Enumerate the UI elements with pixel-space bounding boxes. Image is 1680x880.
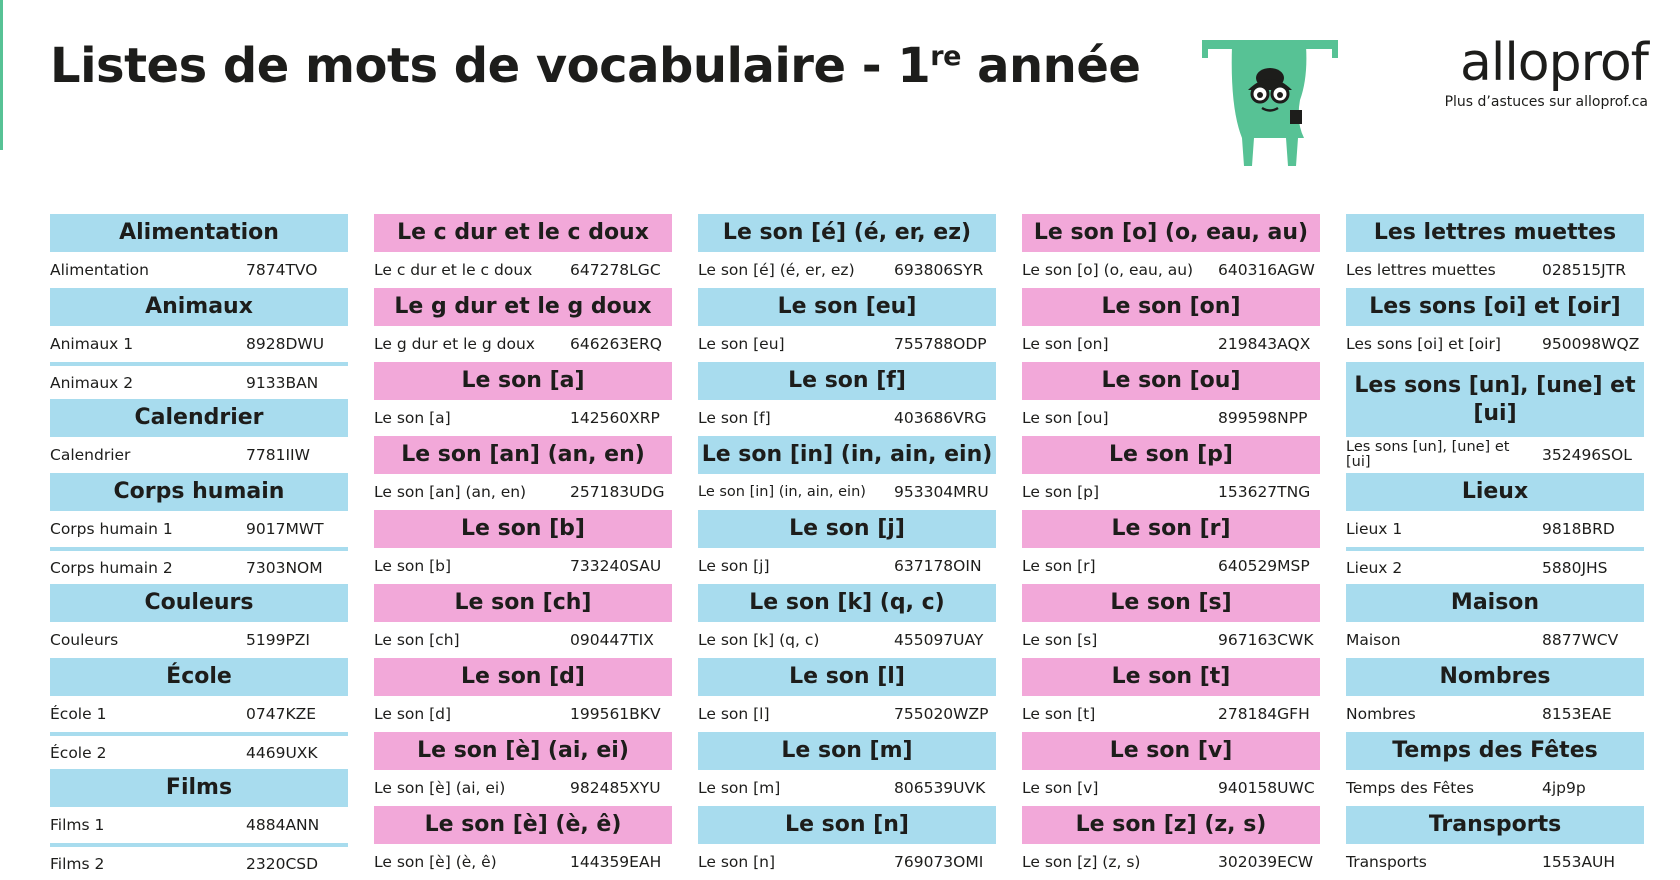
list-code: 7303NOM [246, 558, 323, 577]
list-code: 755788ODP [894, 335, 987, 353]
list-label: Calendrier [50, 446, 131, 464]
list-label: Corps humain 1 [50, 520, 173, 538]
list-label: Le son [è] (ai, ei) [374, 779, 506, 797]
list-label: Le son [ch] [374, 631, 460, 649]
section-header: Temps des Fêtes [1346, 732, 1644, 770]
section-header: Le son [o] (o, eau, au) [1022, 214, 1320, 252]
list-item[interactable] [698, 400, 996, 436]
list-label: Le son [v] [1022, 779, 1099, 797]
list-code: 4469UXK [246, 743, 318, 762]
list-item[interactable] [698, 770, 996, 806]
section-header: Le son [on] [1022, 288, 1320, 326]
list-item[interactable] [1022, 474, 1320, 510]
column-4 [1022, 214, 1320, 880]
list-code: 028515JTR [1542, 261, 1626, 279]
section-header: Le son [r] [1022, 510, 1320, 548]
section-header: Les sons [oi] et [oir] [1346, 288, 1644, 326]
list-item[interactable] [698, 326, 996, 362]
list-item[interactable] [50, 437, 348, 473]
list-item[interactable] [374, 326, 672, 362]
list-code: 647278LGC [570, 261, 661, 279]
list-label: Le son [è] (è, ê) [374, 853, 497, 871]
list-label: Le son [b] [374, 557, 452, 575]
section-header: Le son [j] [698, 510, 996, 548]
list-code: 9818BRD [1542, 520, 1615, 538]
list-code: 640316AGW [1218, 261, 1315, 279]
list-code: 403686VRG [894, 409, 987, 427]
list-item[interactable] [1022, 622, 1320, 658]
section-header: Le son [t] [1022, 658, 1320, 696]
section-header: Couleurs [50, 584, 348, 622]
section-header: Le son [é] (é, er, ez) [698, 214, 996, 252]
list-code: 142560XRP [570, 409, 660, 427]
section-header: Lieux [1346, 473, 1644, 511]
list-code: 967163CWK [1218, 631, 1314, 649]
list-label: Le son [ou] [1022, 409, 1109, 427]
list-item[interactable] [1346, 696, 1644, 732]
list-item[interactable] [1022, 326, 1320, 362]
list-label: Transports [1346, 853, 1427, 871]
column-1 [50, 214, 348, 880]
list-item[interactable] [374, 770, 672, 806]
section-header: Calendrier [50, 399, 348, 437]
list-item[interactable] [1346, 326, 1644, 362]
section-header: École [50, 658, 348, 696]
list-item[interactable] [1346, 437, 1644, 473]
column-5 [1346, 214, 1644, 880]
list-item[interactable] [1022, 400, 1320, 436]
section-header: Le son [è] (è, ê) [374, 806, 672, 844]
list-code: 257183UDG [570, 483, 665, 501]
section-header: Le g dur et le g doux [374, 288, 672, 326]
list-label: Le son [n] [698, 853, 776, 871]
list-label: Maison [1346, 631, 1401, 649]
title-superscript: re [930, 41, 961, 72]
list-label: Le son [r] [1022, 557, 1096, 575]
list-code: 5199PZI [246, 631, 310, 649]
list-label: École 1 [50, 705, 107, 723]
list-label: Temps des Fêtes [1346, 779, 1474, 797]
section-header: Les sons [un], [une] et [ui] [1346, 362, 1644, 437]
list-code: 144359EAH [570, 853, 662, 871]
list-item[interactable] [1346, 770, 1644, 806]
list-code: 940158UWC [1218, 779, 1315, 797]
list-code: 693806SYR [894, 261, 984, 279]
section-header: Transports [1346, 806, 1644, 844]
section-header: Le son [s] [1022, 584, 1320, 622]
list-item[interactable] [50, 843, 348, 880]
logo-wordmark: alloprof [1460, 33, 1648, 93]
list-code: 8877WCV [1542, 631, 1619, 649]
section-header: Le son [d] [374, 658, 672, 696]
list-item[interactable] [50, 622, 348, 658]
list-item[interactable] [50, 732, 348, 769]
list-item[interactable] [1022, 696, 1320, 732]
list-label: Couleurs [50, 631, 119, 649]
list-code: 278184GFH [1218, 705, 1310, 723]
list-label: Le son [on] [1022, 335, 1109, 353]
list-label: Animaux 2 [50, 373, 134, 392]
list-code: 7874TVO [246, 261, 318, 279]
list-code: 637178OIN [894, 557, 982, 575]
section-header: Le son [ch] [374, 584, 672, 622]
list-item[interactable] [50, 547, 348, 584]
list-label: Les sons [un], [une] et [ui] [1346, 439, 1510, 470]
list-label: Lieux 1 [1346, 520, 1403, 538]
list-label: Le son [m] [698, 779, 781, 797]
list-code: 4884ANN [246, 816, 320, 834]
section-header: Le son [f] [698, 362, 996, 400]
list-code: 7781IIW [246, 446, 310, 464]
list-item[interactable] [698, 252, 996, 288]
list-label: Lieux 2 [1346, 558, 1403, 577]
list-label: Le son [f] [698, 409, 771, 427]
list-code: 090447TIX [570, 631, 654, 649]
list-item[interactable] [50, 326, 348, 362]
list-label: Le son [é] (é, er, ez) [698, 261, 855, 279]
list-item[interactable] [374, 474, 672, 510]
list-label: Nombres [1346, 705, 1416, 723]
list-code: 4jp9p [1542, 779, 1586, 797]
list-code: 455097UAY [894, 631, 984, 649]
section-header: Animaux [50, 288, 348, 326]
list-label: École 2 [50, 743, 107, 762]
list-item[interactable] [50, 362, 348, 399]
list-item[interactable] [698, 622, 996, 658]
list-label: Le son [eu] [698, 335, 785, 353]
list-item[interactable] [374, 400, 672, 436]
list-label: Le g dur et le g doux [374, 335, 535, 353]
list-item[interactable] [50, 511, 348, 547]
list-label: Le son [j] [698, 557, 770, 575]
list-code: 0747KZE [246, 705, 317, 723]
list-item[interactable] [374, 252, 672, 288]
list-label: Alimentation [50, 261, 149, 279]
list-item[interactable] [50, 252, 348, 288]
list-label: Le son [p] [1022, 483, 1100, 501]
list-label: Animaux 1 [50, 335, 134, 353]
list-code: 769073OMI [894, 853, 984, 871]
page-header [0, 0, 1680, 190]
list-item[interactable] [698, 548, 996, 584]
list-code: 899598NPP [1218, 409, 1308, 427]
section-header: Le son [m] [698, 732, 996, 770]
list-label: Le son [d] [374, 705, 452, 723]
list-label: Le son [a] [374, 409, 451, 427]
list-label: Le son [t] [1022, 705, 1096, 723]
list-label: Corps humain 2 [50, 558, 173, 577]
list-item[interactable] [1022, 548, 1320, 584]
list-item[interactable] [1346, 844, 1644, 880]
section-header: Alimentation [50, 214, 348, 252]
section-header: Maison [1346, 584, 1644, 622]
section-header: Le son [k] (q, c) [698, 584, 996, 622]
list-label: Films 2 [50, 854, 105, 873]
list-code: 1553AUH [1542, 853, 1616, 871]
list-item[interactable] [1346, 622, 1644, 658]
list-item[interactable] [1346, 511, 1644, 547]
section-header: Le son [a] [374, 362, 672, 400]
list-item[interactable] [50, 807, 348, 843]
list-label: Le son [z] (z, s) [1022, 853, 1141, 871]
title-main: Listes de mots de vocabulaire - 1 [50, 38, 931, 94]
list-item[interactable] [1346, 547, 1644, 584]
section-header: Le son [l] [698, 658, 996, 696]
list-label: Le son [k] (q, c) [698, 631, 820, 649]
list-label: Le son [an] (an, en) [374, 483, 527, 501]
section-header: Le son [è] (ai, ei) [374, 732, 672, 770]
page-title [50, 38, 1140, 94]
alloprof-logo[interactable] [1380, 34, 1648, 110]
list-label: Les lettres muettes [1346, 261, 1496, 279]
list-code: 153627TNG [1218, 483, 1311, 501]
list-label: Le son [in] (in, ain, ein) [698, 483, 866, 500]
list-code: 302039ECW [1218, 853, 1314, 871]
list-label: Les sons [oi] et [oir] [1346, 335, 1501, 353]
list-item[interactable] [698, 474, 996, 510]
section-header: Le son [v] [1022, 732, 1320, 770]
section-header: Le son [an] (an, en) [374, 436, 672, 474]
list-item[interactable] [1022, 770, 1320, 806]
logo-tagline: Plus d’astuces sur alloprof.ca [1444, 94, 1648, 110]
list-label: Le c dur et le c doux [374, 261, 533, 279]
list-code: 733240SAU [570, 557, 662, 575]
mascot-illustration [1200, 38, 1340, 170]
list-code: 352496SOL [1542, 446, 1632, 464]
list-label: Le son [l] [698, 705, 770, 723]
list-code: 953304MRU [894, 483, 989, 501]
list-item[interactable] [374, 696, 672, 732]
column-3 [698, 214, 996, 880]
section-header: Le c dur et le c doux [374, 214, 672, 252]
list-code: 8153EAE [1542, 705, 1612, 723]
section-header: Le son [p] [1022, 436, 1320, 474]
list-code: 982485XYU [570, 779, 661, 797]
section-header: Les lettres muettes [1346, 214, 1644, 252]
list-code: 9133BAN [246, 373, 319, 392]
section-header: Le son [z] (z, s) [1022, 806, 1320, 844]
list-code: 8928DWU [246, 335, 325, 353]
list-code: 646263ERQ [570, 335, 662, 353]
section-header: Nombres [1346, 658, 1644, 696]
list-code: 950098WQZ [1542, 335, 1640, 353]
list-item[interactable] [50, 696, 348, 732]
section-header: Le son [eu] [698, 288, 996, 326]
section-header: Films [50, 769, 348, 807]
column-2 [374, 214, 672, 880]
title-end: année [960, 38, 1141, 94]
section-header: Le son [ou] [1022, 362, 1320, 400]
list-label: Le son [o] (o, eau, au) [1022, 261, 1194, 279]
list-code: 806539UVK [894, 779, 986, 797]
list-item[interactable] [374, 844, 672, 880]
list-item[interactable] [1022, 844, 1320, 880]
list-code: 9017MWT [246, 520, 324, 538]
list-label: Films 1 [50, 816, 105, 834]
list-code: 199561BKV [570, 705, 661, 723]
list-item[interactable] [1346, 252, 1644, 288]
list-code: 640529MSP [1218, 557, 1310, 575]
list-code: 755020WZP [894, 705, 989, 723]
list-code: 219843AQX [1218, 335, 1311, 353]
list-item[interactable] [374, 548, 672, 584]
list-code: 5880JHS [1542, 558, 1608, 577]
list-item[interactable] [698, 844, 996, 880]
list-code: 2320CSD [246, 854, 319, 873]
section-header: Le son [in] (in, ain, ein) [698, 436, 996, 474]
list-item[interactable] [1022, 252, 1320, 288]
section-header: Le son [n] [698, 806, 996, 844]
list-label: Le son [s] [1022, 631, 1098, 649]
section-header: Le son [b] [374, 510, 672, 548]
list-item[interactable] [374, 622, 672, 658]
section-header: Corps humain [50, 473, 348, 511]
list-item[interactable] [698, 696, 996, 732]
